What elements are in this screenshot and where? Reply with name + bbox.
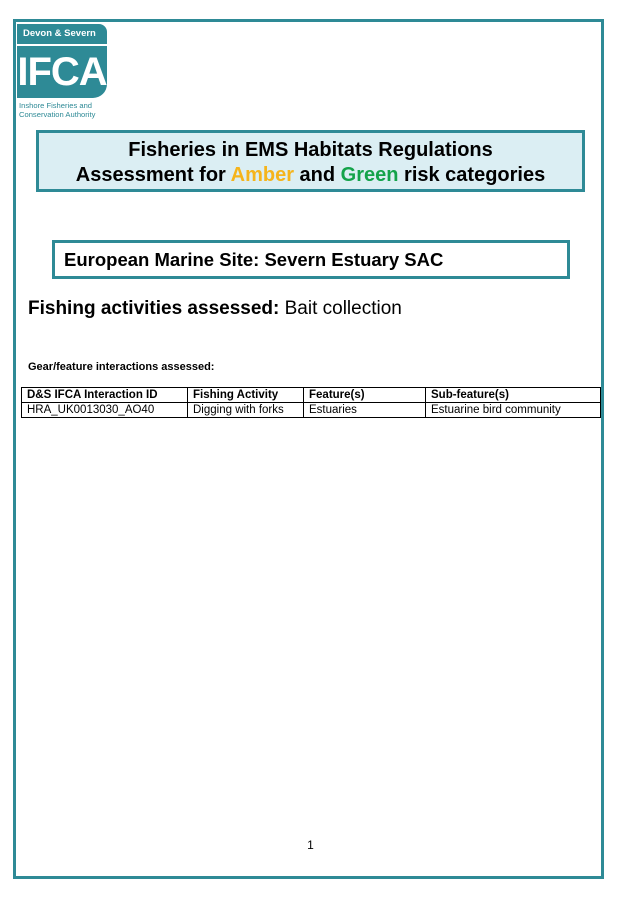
column-header-sub-features: Sub-feature(s): [426, 388, 601, 403]
column-header-fishing-activity: Fishing Activity: [188, 388, 304, 403]
title-green-word: Green: [340, 164, 399, 186]
fishing-activities: [28, 296, 402, 322]
logo-subtitle-line2: Conservation Authority: [19, 110, 96, 119]
cell-fishing-activity: Digging with forks: [188, 403, 304, 418]
cell-interaction-id: HRA_UK0013030_AO40: [22, 403, 188, 418]
logo-main-text: IFCA: [17, 46, 107, 98]
title-line2-prefix: Assessment for: [75, 164, 231, 186]
ifca-logo: [17, 24, 109, 122]
logo-subtitle-line1: Inshore Fisheries and: [19, 101, 93, 110]
logo-top-text: Devon & Severn: [17, 24, 107, 44]
column-header-features: Feature(s): [304, 388, 426, 403]
interactions-heading: Gear/feature interactions assessed:: [28, 361, 215, 373]
page-number: 1: [307, 838, 314, 852]
fishing-activities-value: Bait collection: [279, 298, 402, 319]
marine-site-text: European Marine Site: Severn Estuary SAC: [64, 249, 444, 270]
column-header-interaction-id: D&S IFCA Interaction ID: [22, 388, 188, 403]
interactions-table: [21, 387, 601, 418]
cell-sub-feature: Estuarine bird community: [426, 403, 601, 418]
title-line2: [39, 163, 582, 188]
document-title: [36, 130, 585, 192]
title-line2-middle: and: [294, 164, 341, 186]
title-amber-word: Amber: [230, 164, 294, 186]
cell-feature: Estuaries: [304, 403, 426, 418]
fishing-activities-label: Fishing activities assessed:: [28, 298, 280, 319]
marine-site-box: [52, 240, 570, 279]
table-row: [22, 403, 601, 418]
table-header-row: [22, 388, 601, 403]
title-line2-suffix: risk categories: [398, 164, 546, 186]
title-line1: Fisheries in EMS Habitats Regulations: [128, 139, 493, 161]
